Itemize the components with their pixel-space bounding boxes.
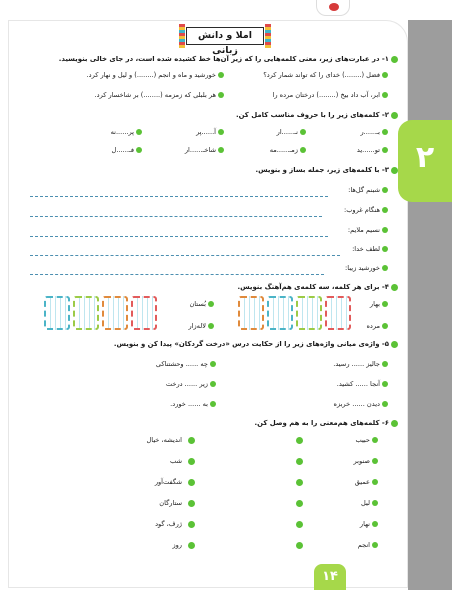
question-5-heading: ۵- واژه‌ی میانی واژه‌های زیر را از حکایت درس «درخت گردکان» پیدا کن و بنویس. [113, 340, 389, 348]
q6-left-2: شب [170, 457, 182, 465]
answer-line[interactable] [30, 216, 322, 217]
question-4-heading: ۴- برای هر کلمه، سه کلمه‌ی هم‌آهنگ بنویس. [237, 283, 389, 291]
answer-line[interactable] [30, 196, 328, 197]
q5-right-3: دیدن ...... خربزه [334, 400, 389, 409]
match-dot[interactable] [188, 458, 195, 465]
bullet-icon [382, 207, 388, 213]
answer-tile[interactable] [325, 296, 351, 330]
q5-left-1: چه ...... وحشتناکی [156, 360, 216, 369]
bullet-icon [382, 72, 388, 78]
question-4-dot [391, 284, 398, 291]
question-1-dot [391, 56, 398, 63]
q2-item-1: بـ......ر [360, 128, 388, 137]
q6-left-6: روز [172, 541, 182, 549]
bullet-icon [210, 381, 216, 387]
bullet-icon [372, 437, 378, 443]
bullet-icon [372, 458, 378, 464]
answer-tile[interactable] [73, 296, 99, 330]
question-6-dot [391, 420, 398, 427]
question-6-heading: ۶- کلمه‌های هم‌معنی را به هم وصل کن. [254, 419, 389, 427]
q2-item-2: نـ......ار [277, 128, 306, 137]
question-3-heading: ۳- با کلمه‌های زیر، جمله بساز و بنویس. [255, 166, 389, 174]
q4-answer-tiles-right [238, 296, 351, 330]
match-dot[interactable] [296, 479, 303, 486]
match-dot[interactable] [188, 437, 195, 444]
answer-line[interactable] [30, 274, 324, 275]
q1-item-4: هر بلبلی که زمزمه (........) بر شاخسار کرد. [95, 91, 224, 100]
q3-item-1: شبنم گل‌ها: [348, 186, 388, 195]
match-dot[interactable] [188, 500, 195, 507]
q6-left-4: ستارگان [159, 499, 182, 507]
chapter-tab [398, 120, 452, 202]
answer-tile[interactable] [102, 296, 128, 330]
bullet-icon [382, 187, 388, 193]
page-number: ۱۴ [314, 564, 346, 590]
q4-word-2: مرده [366, 322, 388, 331]
q1-item-3: ابر، آب داد بیخ (........) درختان مرده را [273, 91, 388, 100]
q6-left-3: شگفت‌آور [154, 478, 182, 486]
answer-tile[interactable] [296, 296, 322, 330]
bullet-icon [372, 542, 378, 548]
bullet-icon [136, 147, 142, 153]
bullet-icon [382, 265, 388, 271]
q5-left-2: زیر ...... درخت [166, 380, 216, 389]
answer-tile[interactable] [238, 296, 264, 330]
answer-line[interactable] [30, 255, 340, 256]
logo-icon [329, 3, 339, 11]
bullet-icon [382, 401, 388, 407]
q2-item-6: زمـ......مه [270, 146, 306, 155]
bullet-icon [382, 323, 388, 329]
bullet-icon [372, 500, 378, 506]
q6-right-5: نهار [360, 520, 378, 529]
question-2-heading: ۲- کلمه‌های زیر را با حروف مناسب کامل کن. [235, 111, 389, 119]
q4-answer-tiles-left [44, 296, 157, 330]
bullet-icon [382, 147, 388, 153]
question-1-heading: ۱- در عبارت‌های زیر، معنی کلمه‌هایی را که زیر آن‌ها خط کشیده شده است، در جای خالی بنویسید. [58, 55, 389, 63]
q5-right-1: جالیز ...... رسید. [333, 360, 388, 369]
bullet-icon [218, 92, 224, 98]
match-dot[interactable] [188, 479, 195, 486]
match-dot[interactable] [296, 542, 303, 549]
bullet-icon [382, 301, 388, 307]
q1-item-1: فضل (........) خدای را که تواند شمار کرد؟ [263, 71, 388, 80]
q1-item-2: خورشید و ماه و انجم (........) و لیل و نهار کرد. [87, 71, 224, 80]
q6-right-6: انجم [358, 541, 378, 550]
bullet-icon [300, 147, 306, 153]
question-2-dot [391, 112, 398, 119]
q3-item-2: هنگام غروب: [344, 206, 388, 215]
match-dot[interactable] [188, 521, 195, 528]
publisher-logo [316, 0, 350, 16]
bullet-icon [382, 381, 388, 387]
answer-tile[interactable] [44, 296, 70, 330]
bullet-icon [382, 129, 388, 135]
bullet-icon [382, 246, 388, 252]
answer-tile[interactable] [131, 296, 157, 330]
bullet-icon [372, 521, 378, 527]
q3-item-4: لطف خدا: [352, 245, 388, 254]
q4-word-1: بهار [370, 300, 388, 309]
q2-item-4: پر......نه [111, 128, 142, 137]
bullet-icon [210, 401, 216, 407]
bullet-icon [300, 129, 306, 135]
q5-left-3: به ...... خورد. [170, 400, 216, 409]
chapter-number: ۲ [415, 140, 435, 175]
q4-word-3: بُستان [189, 300, 214, 309]
bullet-icon [372, 479, 378, 485]
bullet-icon [382, 227, 388, 233]
bullet-icon [218, 129, 224, 135]
page-title: املا و دانش زبانی [186, 27, 264, 45]
answer-line[interactable] [30, 236, 328, 237]
match-dot[interactable] [188, 542, 195, 549]
q5-right-2: آنجا ...... کشید. [337, 380, 388, 389]
q3-item-5: خورشید زیبا: [345, 264, 388, 273]
bullet-icon [382, 361, 388, 367]
side-rail [408, 20, 452, 590]
q2-item-5: تو......ید [357, 146, 388, 155]
q2-item-7: شاخـ......ار [185, 146, 224, 155]
q6-right-2: صنوبر [354, 457, 378, 466]
q2-item-8: فـ......ل [112, 146, 142, 155]
match-dot[interactable] [296, 521, 303, 528]
bullet-icon [382, 92, 388, 98]
question-5-dot [391, 341, 398, 348]
match-dot[interactable] [296, 500, 303, 507]
q6-right-4: لیل [361, 499, 378, 508]
bullet-icon [218, 147, 224, 153]
answer-tile[interactable] [267, 296, 293, 330]
q6-left-5: ژرف، گود [155, 520, 182, 528]
q4-word-4: لاله‌زار [188, 322, 214, 331]
bullet-icon [208, 301, 214, 307]
bullet-icon [208, 323, 214, 329]
question-3-dot [391, 167, 398, 174]
bullet-icon [210, 361, 216, 367]
bullet-icon [218, 72, 224, 78]
q6-right-1: حبیب [355, 436, 378, 445]
bullet-icon [136, 129, 142, 135]
q6-left-1: اندیشه، خیال [146, 436, 182, 444]
q2-item-3: آ......پر [196, 128, 224, 137]
q3-item-3: نسیم ملایم: [348, 226, 388, 235]
match-dot[interactable] [296, 437, 303, 444]
q6-right-3: عمیق [355, 478, 378, 487]
match-dot[interactable] [296, 458, 303, 465]
